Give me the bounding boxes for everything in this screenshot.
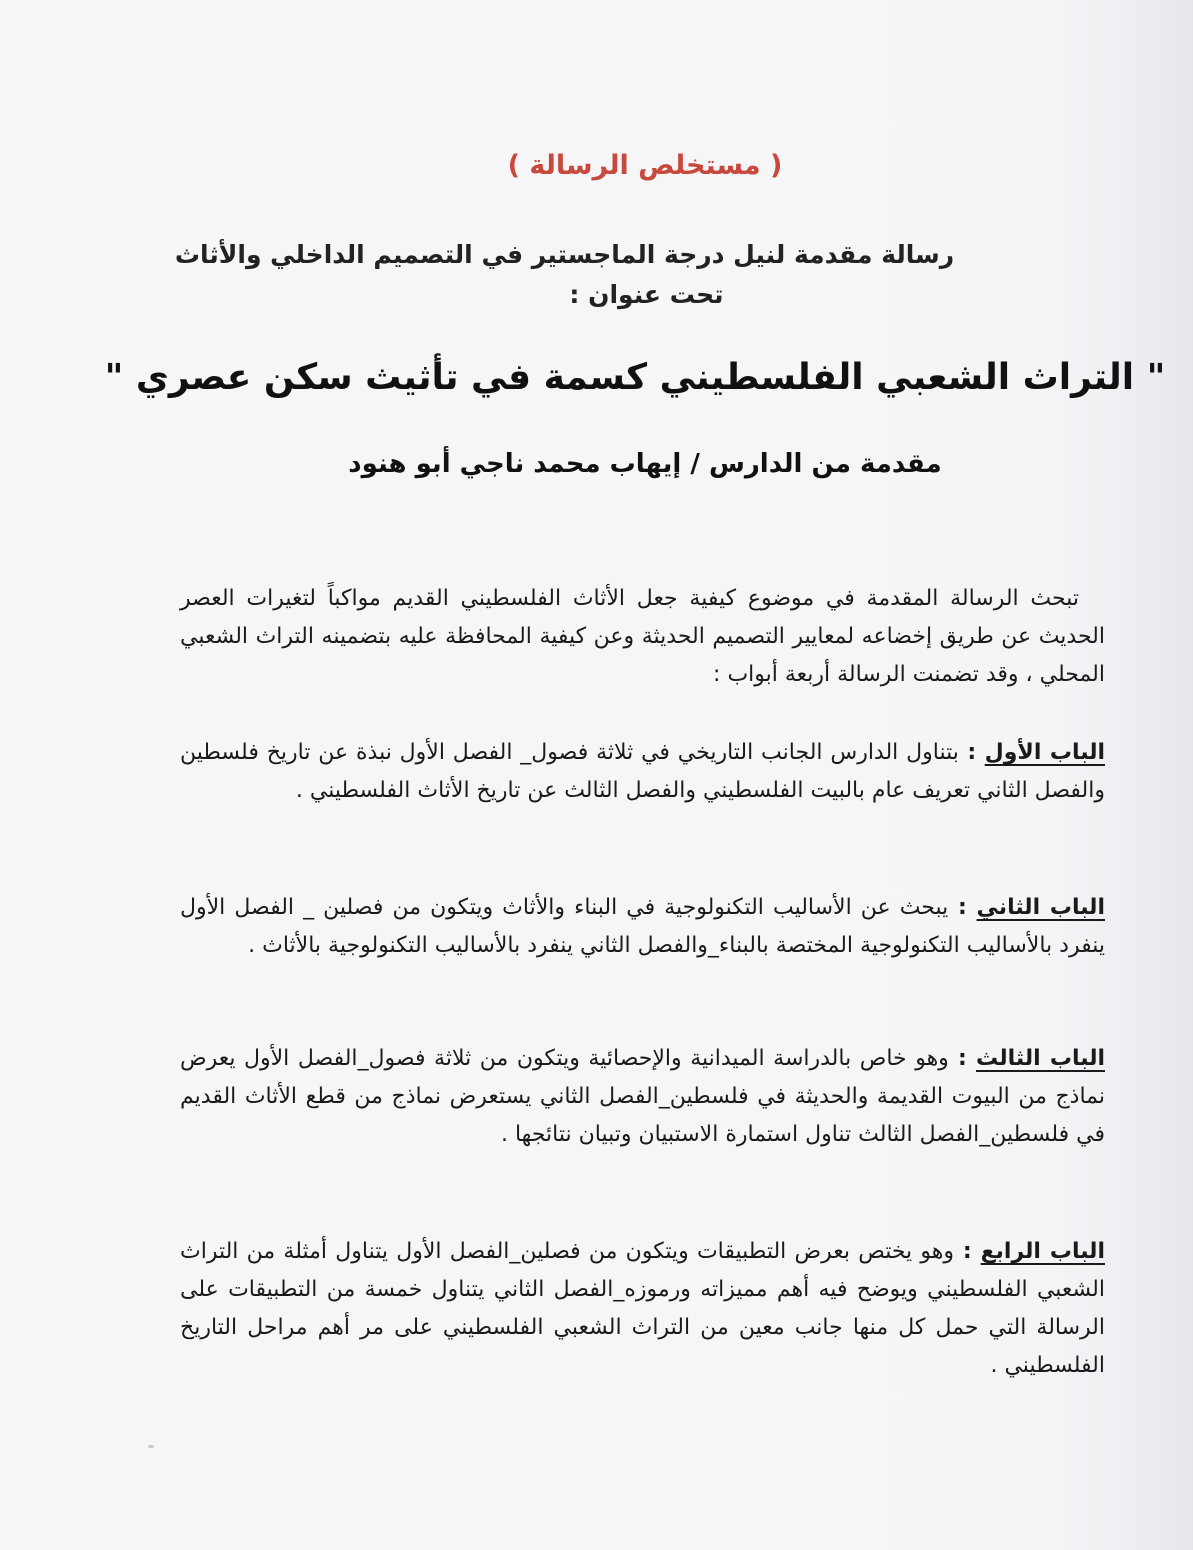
chapter-1-separator: :	[958, 740, 985, 765]
author-line: مقدمة من الدارس / إيهاب محمد ناجي أبو هنود	[348, 449, 942, 479]
scan-speck	[148, 1445, 154, 1448]
chapter-4-text: وهو يختص بعرض التطبيقات ويتكون من فصلين_الفصل الأول يتناول أمثلة من التراث الشعبي الفلسطيني ويوضح فيه أهم مميزاته ورموزه_الفصل الثاني يتناول خمسة من التطبيقات على الرسالة التي حمل كل منها جانب معين من التراث الشعبي الفلسطيني على مر أهم مراحل التاريخ الفلسطيني .	[180, 1239, 1105, 1378]
chapter-2-separator: :	[948, 895, 977, 920]
chapter-3-label: الباب الثالث	[976, 1046, 1105, 1071]
chapter-2-text: يبحث عن الأساليب التكنولوجية في البناء والأثاث ويتكون من فصلين _ الفصل الأول ينفرد بالأساليب التكنولوجية المختصة بالبناء_والفصل الثاني ينفرد بالأساليب التكنولوجية بالأثاث .	[180, 895, 1105, 958]
intro-paragraph	[180, 580, 1105, 694]
chapter-4-label: الباب الرابع	[980, 1239, 1105, 1264]
chapter-3-paragraph	[180, 1040, 1105, 1154]
intro-line-degree: رسالة مقدمة لنيل درجة الماجستير في التصميم الداخلي والأثاث	[174, 240, 955, 269]
chapter-4-separator: :	[954, 1239, 981, 1264]
intro-paragraph-text: تبحث الرسالة المقدمة في موضوع كيفية جعل الأثاث الفلسطيني القديم مواكباً لتغيرات العصر الحديث عن طريق إخضاعه لمعايير التصميم الحديثة وعن كيفية المحافظة عليه بتضمينه التراث الشعبي المحلي ، وقد تضمنت الرسالة أربعة أبواب :	[180, 586, 1105, 687]
chapter-2-label: الباب الثاني	[976, 895, 1105, 920]
chapter-2-paragraph	[180, 889, 1105, 965]
chapter-1-paragraph	[180, 734, 1105, 810]
intro-line-title-caption: تحت عنوان :	[569, 280, 724, 309]
abstract-heading: ( مستخلص الرسالة )	[507, 150, 783, 181]
chapter-4-paragraph	[180, 1233, 1105, 1385]
chapter-3-separator: :	[948, 1046, 977, 1071]
chapter-3-text: وهو خاص بالدراسة الميدانية والإحصائية ويتكون من ثلاثة فصول_الفصل الأول يعرض نماذج من البيوت القديمة والحديثة في فلسطين_الفصل الثاني يستعرض نماذج من قطع الأثاث القديم في فلسطين_الفصل الثالث تناول استمارة الاستبيان وتبيان نتائجها .	[180, 1046, 1105, 1147]
thesis-title: " التراث الشعبي الفلسطيني كسمة في تأثيث سكن عصري "	[104, 357, 1166, 398]
chapter-1-text: بتناول الدارس الجانب التاريخي في ثلاثة فصول_ الفصل الأول نبذة عن تاريخ فلسطين والفصل الثاني تعريف عام بالبيت الفلسطيني والفصل الثالث عن تاريخ الأثاث الفلسطيني .	[180, 740, 1105, 803]
chapter-1-label: الباب الأول	[984, 740, 1106, 765]
